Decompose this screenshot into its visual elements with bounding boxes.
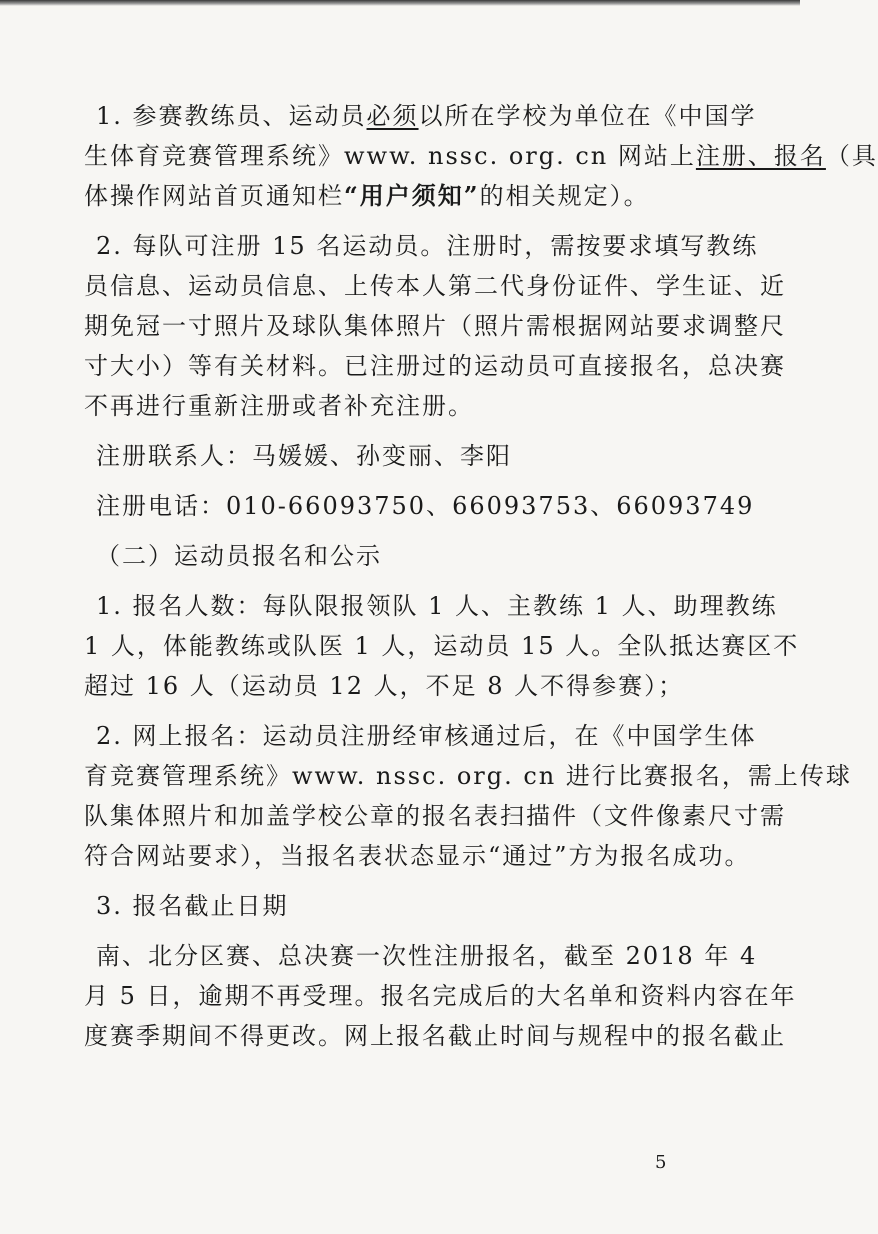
registration-contact: 注册联系人：马媛媛、孙变丽、李阳 — [96, 442, 512, 470]
text-line: 2. 每队可注册 15 名运动员。注册时，需按要求填写教练 — [96, 232, 759, 260]
text-line: 育竞赛管理系统》www. nssc. org. cn 进行比赛报名，需上传球 — [84, 762, 852, 790]
underlined-text: 必须 — [366, 102, 419, 130]
document-body — [84, 96, 878, 1066]
paragraph-contact — [84, 436, 684, 476]
section-heading — [84, 536, 684, 576]
subsection-heading-text: 3. 报名截止日期 — [96, 892, 289, 920]
text-line: 员信息、运动员信息、上传本人第二代身份证件、学生证、近 — [84, 272, 786, 300]
text-line: 队集体照片和加盖学校公章的报名表扫描件（文件像素尺寸需 — [84, 802, 786, 830]
registration-phone: 注册电话：010-66093750、66093753、66093749 — [96, 492, 755, 520]
text-run: 以所在学校为单位在《中国学 — [418, 102, 757, 130]
text-line: 超过 16 人（运动员 12 人，不足 8 人不得参赛）； — [84, 672, 685, 700]
page-top-edge — [0, 0, 800, 6]
text-run: 的相关规定）。 — [479, 182, 650, 210]
text-line: 1 人，体能教练或队医 1 人，运动员 15 人。全队抵达赛区不 — [84, 632, 800, 660]
paragraph-registration-requirement — [84, 96, 878, 216]
text-line: 1. 报名人数：每队限报领队 1 人、主教练 1 人、助理教练 — [96, 592, 778, 620]
text-run: 1. 参赛教练员、运动员 — [96, 102, 367, 130]
bold-text: “用户须知” — [344, 181, 480, 210]
subsection-heading — [84, 886, 684, 926]
paragraph-phone — [84, 486, 755, 526]
text-line: 月 5 日，逾期不再受理。报名完成后的大名单和资料内容在年 — [84, 982, 797, 1010]
text-line: 2. 网上报名：运动员注册经审核通过后，在《中国学生体 — [96, 722, 757, 750]
text-line: 度赛季期间不得更改。网上报名截止时间与规程中的报名截止 — [84, 1022, 786, 1050]
text-line: 不再进行重新注册或者补充注册。 — [84, 392, 474, 420]
text-line — [84, 136, 878, 176]
text-line: 期免冠一寸照片及球队集体照片（照片需根据网站要求调整尺 — [84, 312, 786, 340]
section-heading-text: （二）运动员报名和公示 — [96, 542, 382, 570]
text-line: 寸大小）等有关材料。已注册过的运动员可直接报名，总决赛 — [84, 352, 786, 380]
text-run: （具 — [825, 142, 878, 170]
underlined-text: 注册、报名 — [695, 142, 826, 170]
text-line — [84, 176, 684, 216]
paragraph-deadline — [84, 936, 797, 1056]
paragraph-online-entry — [84, 716, 852, 876]
text-line: 南、北分区赛、总决赛一次性注册报名，截至 2018 年 4 — [96, 942, 758, 970]
text-line: 符合网站要求），当报名表状态显示“通过”方为报名成功。 — [84, 842, 751, 870]
text-line — [84, 96, 757, 136]
paragraph-team-registration — [84, 226, 786, 426]
page-number: 5 — [655, 1152, 667, 1173]
text-run: 体操作网站首页通知栏 — [84, 182, 344, 210]
paragraph-entry-count — [84, 586, 800, 706]
text-run: 生体育竞赛管理系统》www. nssc. org. cn 网站上 — [84, 142, 696, 170]
